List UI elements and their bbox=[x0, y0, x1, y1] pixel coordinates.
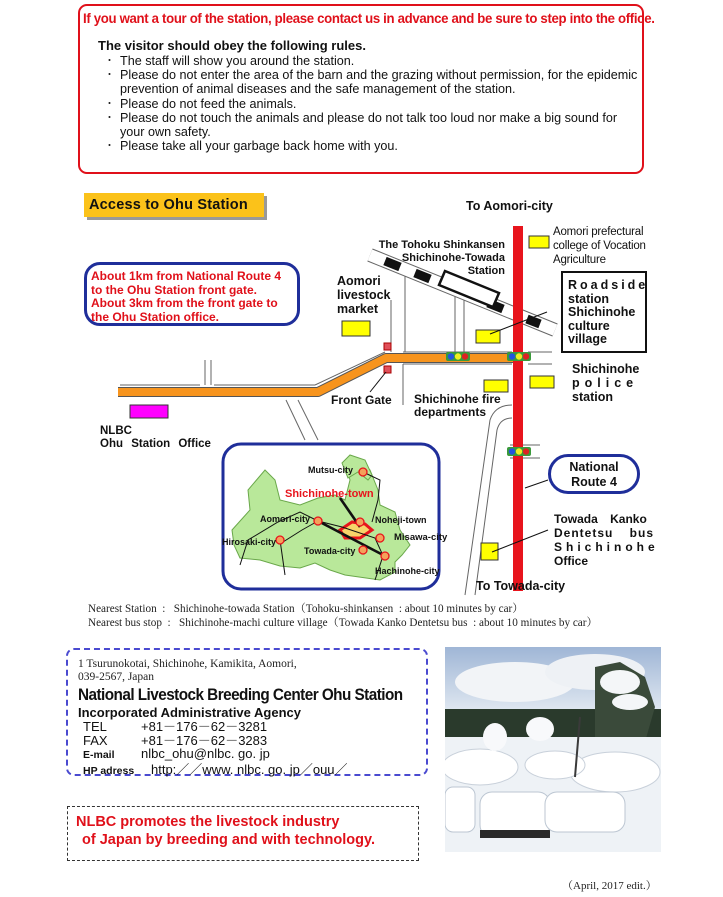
distance-info-box: About 1km from National Route 4 to the Ohu Station front gate. About 3km from the front gate to the Ohu Station office. bbox=[84, 262, 300, 326]
rule-item: ・ Please do not enter the area of the barn and the grazing without permission, for the epidemic prevention of animal diseases and the safe management of the station. bbox=[108, 68, 638, 96]
city-label-mutsu: Mutsu-city bbox=[308, 465, 353, 475]
homepage-row: HP adress http:／／www. nlbc. go. jp／ouu／ bbox=[83, 761, 348, 777]
fax-value: +81－176－62－3283 bbox=[141, 732, 268, 748]
nearest-station: Nearest Station : Shichinohe-towada Station（Tohoku-shinkansen : about 10 minutes by car） bbox=[88, 603, 524, 615]
city-label-hirosaki: Hirosaki-city bbox=[222, 537, 277, 547]
city-label-aomori: Aomori-city bbox=[260, 514, 311, 524]
notice-subheading: The visitor should obey the following rules. bbox=[98, 38, 366, 53]
rule-item: ・ Please take all your garbage back home with you. bbox=[108, 139, 638, 153]
city-label-misawa: Misawa-city bbox=[394, 532, 448, 543]
city-label-hachinohe: Hachinohe-city bbox=[375, 566, 440, 576]
email-row: E-mail nlbc_ohu@nlbc. go. jp bbox=[83, 746, 270, 761]
slogan-box bbox=[67, 806, 419, 861]
rule-item: ・ Please do not feed the animals. bbox=[108, 97, 638, 111]
homepage-link[interactable]: http:／／www. nlbc. go. jp／ouu／ bbox=[151, 761, 348, 777]
rule-item: ・ Please do not touch the animals and please do not talk too loud nor make a big sound for your own safety. bbox=[108, 111, 638, 139]
slogan-line-2: of Japan by breeding and with technology. bbox=[82, 832, 375, 848]
contact-box bbox=[66, 648, 428, 776]
fax-row: FAX +81－176－62－3283 bbox=[83, 732, 268, 748]
nearest-access-info bbox=[88, 603, 598, 630]
access-title: Access to Ohu Station bbox=[84, 193, 264, 217]
police-station-label: Shichinohe police station bbox=[572, 362, 640, 404]
front-gate-label: Front Gate bbox=[331, 393, 392, 407]
fire-department-label: Shichinohe fire departments bbox=[414, 392, 501, 419]
city-label-noheji: Noheji-town bbox=[375, 515, 427, 525]
address-line-2: 039-2567, Japan bbox=[78, 671, 155, 683]
shichinohe-town-label: Shichinohe-town bbox=[285, 488, 374, 500]
slogan-line-1: NLBC promotes the livestock industry bbox=[76, 814, 340, 830]
livestock-market-label: Aomori livestock market bbox=[337, 274, 391, 316]
roadside-station-label: Roadside station Shichinohe culture village bbox=[561, 271, 647, 353]
organization-name: National Livestock Breeding Center Ohu Station bbox=[78, 685, 403, 704]
edition-note: （April, 2017 edit.） bbox=[562, 880, 657, 892]
tel-value: +81－176－62－3281 bbox=[141, 719, 268, 734]
shinkansen-station-label: The Tohoku Shinkansen Shichinohe-Towada Station bbox=[378, 239, 505, 277]
college-label: Aomori prefectural college of Vocation Agriculture bbox=[553, 226, 646, 266]
notice-headline: If you want a tour of the station, please contact us in advance and be sure to step into the office. bbox=[83, 11, 655, 27]
national-route-4-label: National Route 4 bbox=[548, 454, 640, 494]
address-line-1: 1 Tsurunokotai, Shichinohe, Kamikita, Aomori, bbox=[78, 658, 297, 670]
nlbc-office-label: NLBC Ohu Station Office bbox=[100, 425, 211, 450]
rule-item: ・ The staff will show you around the station. bbox=[108, 54, 638, 68]
bus-office-label: Towada Kanko Dentetsu bus Shichinohe Office bbox=[554, 512, 659, 568]
to-aomori-label: To Aomori-city bbox=[466, 199, 553, 213]
snow-garden-photo bbox=[445, 647, 661, 852]
tel-row: TEL +81－176－62－3281 bbox=[83, 719, 268, 734]
nearest-bus-stop: Nearest bus stop : Shichinohe-machi culture village（Towada Kanko Dentetsu bus : about 10 minutes by car） bbox=[88, 616, 598, 629]
city-label-towada: Towada-city bbox=[304, 546, 356, 556]
organization-type: Incorporated Administrative Agency bbox=[78, 705, 301, 720]
to-towada-label: To Towada-city bbox=[476, 579, 566, 593]
email-link[interactable]: nlbc_ohu@nlbc. go. jp bbox=[141, 746, 270, 761]
